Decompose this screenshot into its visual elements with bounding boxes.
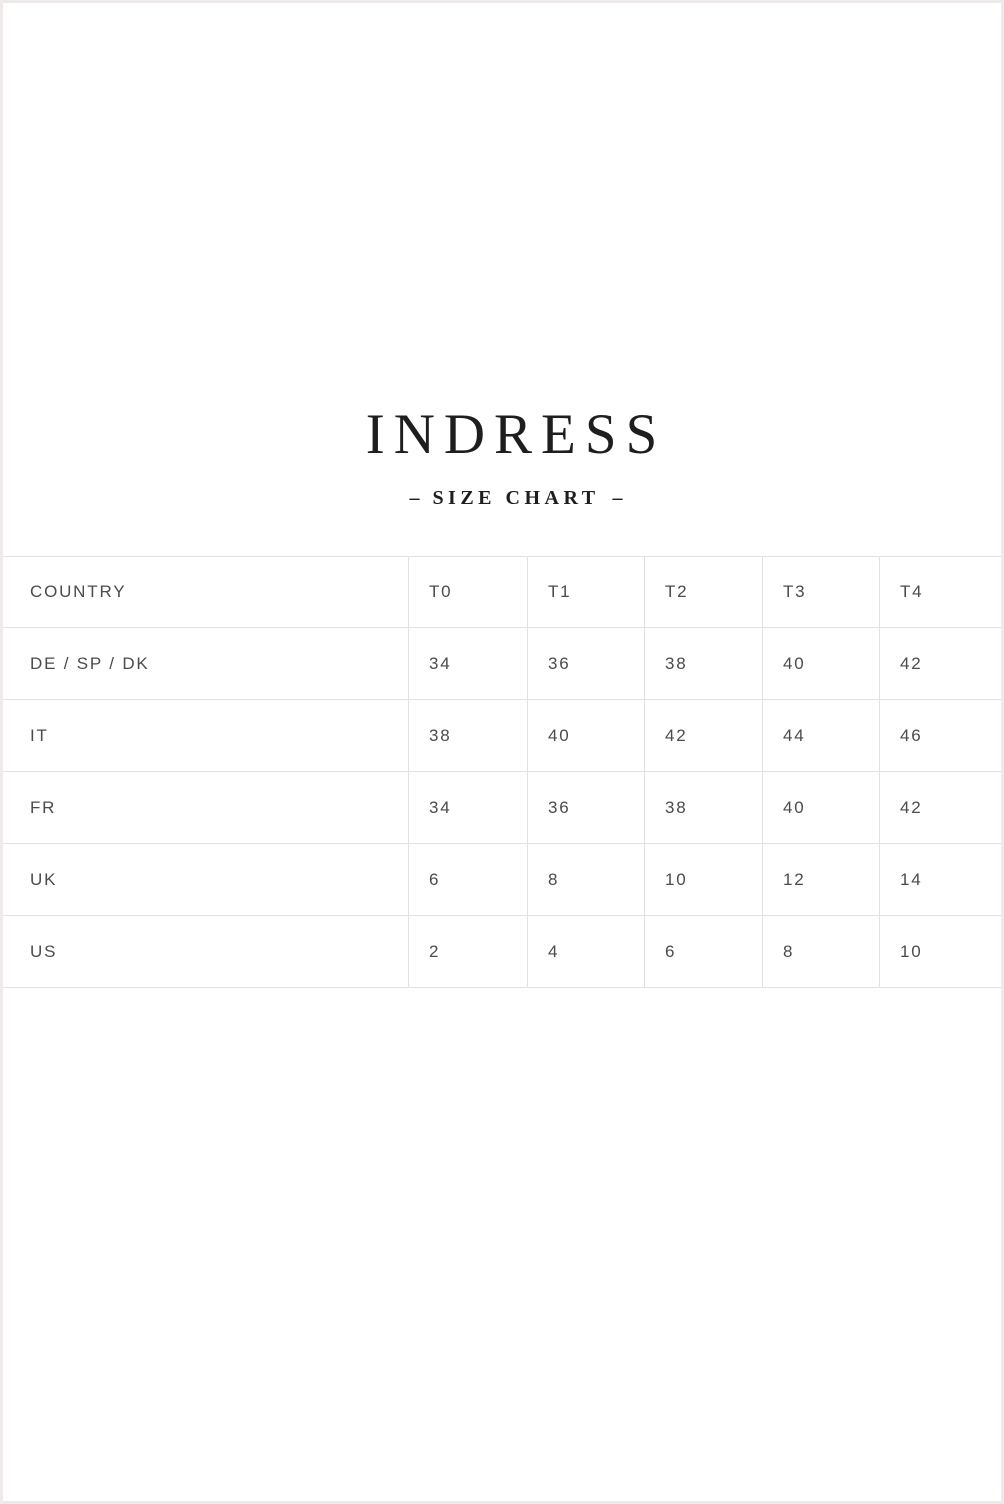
table-row-us	[3, 915, 1001, 987]
row-label: UK	[30, 869, 58, 889]
size-cell: 36	[527, 772, 644, 843]
header-cell-t3: T3	[762, 557, 879, 627]
size-cell: 34	[408, 628, 527, 699]
subtitle-left-dash: –	[409, 487, 420, 509]
size-cell: 42	[879, 772, 1001, 843]
header-cell-t2: T2	[644, 557, 762, 627]
size-cell: 44	[762, 700, 879, 771]
size-cell: 36	[527, 628, 644, 699]
table-row-uk	[3, 843, 1001, 915]
size-cell: 38	[644, 772, 762, 843]
row-label: IT	[30, 725, 49, 745]
header-cell-t4: T4	[879, 557, 1001, 627]
table-header-row	[3, 556, 1001, 627]
size-cell: 14	[879, 844, 1001, 915]
header-cell-t1: T1	[527, 557, 644, 627]
size-cell: 38	[644, 628, 762, 699]
size-cell: 42	[879, 628, 1001, 699]
size-cell: 6	[644, 916, 762, 987]
size-cell: 10	[644, 844, 762, 915]
size-cell: 2	[408, 916, 527, 987]
size-cell: 38	[408, 700, 527, 771]
size-cell: 46	[879, 700, 1001, 771]
size-cell: 10	[879, 916, 1001, 987]
size-cell: 8	[527, 844, 644, 915]
size-cell: 6	[408, 844, 527, 915]
page-subtitle	[17, 487, 1004, 509]
size-cell: 40	[762, 772, 879, 843]
subtitle-label: SIZE CHART	[432, 487, 600, 509]
table-row-fr	[3, 771, 1001, 843]
row-label: FR	[30, 797, 57, 817]
header-cell-country: COUNTRY	[30, 582, 127, 601]
size-cell: 8	[762, 916, 879, 987]
size-cell: 42	[644, 700, 762, 771]
row-label: DE / SP / DK	[30, 653, 150, 673]
size-cell: 34	[408, 772, 527, 843]
subtitle-right-dash: –	[612, 487, 623, 509]
size-cell: 40	[527, 700, 644, 771]
size-chart-table	[3, 556, 1001, 988]
row-label: US	[30, 941, 58, 961]
table-row-it	[3, 699, 1001, 771]
brand-logo-text: INDRESS	[365, 403, 667, 466]
size-cell: 12	[762, 844, 879, 915]
size-cell: 40	[762, 628, 879, 699]
size-cell: 4	[527, 916, 644, 987]
header-cell-t0: T0	[408, 557, 527, 627]
table-row-de-sp-dk	[3, 627, 1001, 699]
